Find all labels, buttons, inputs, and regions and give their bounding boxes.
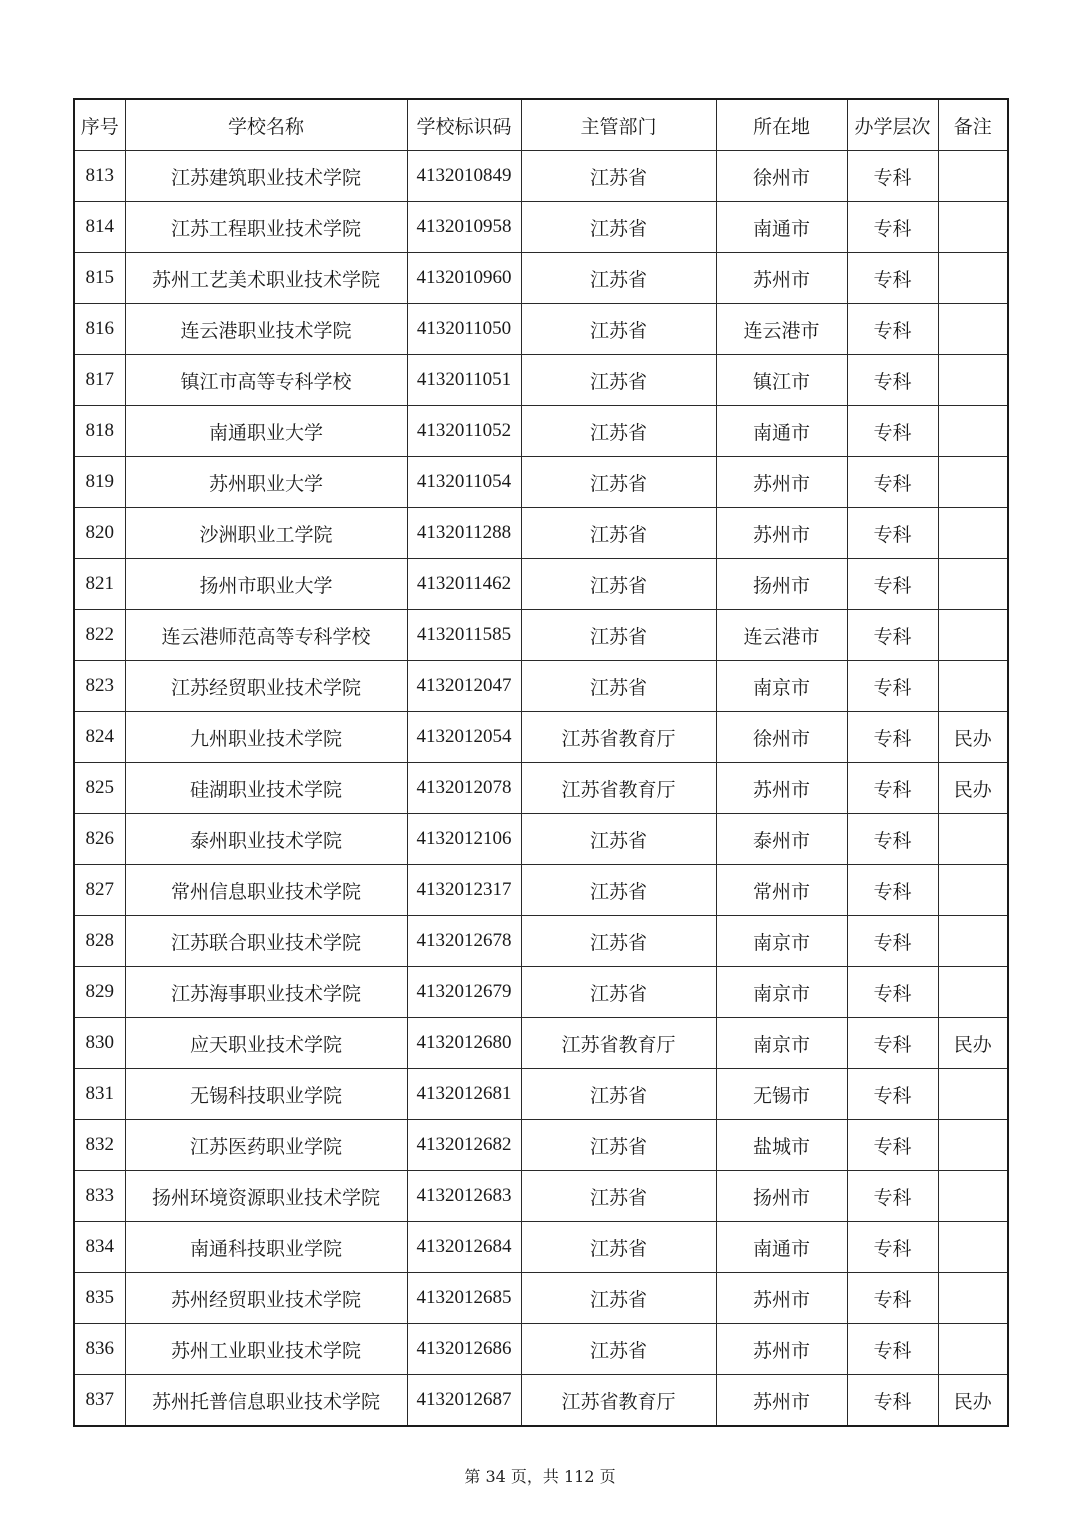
cell-school-name: 苏州托普信息职业技术学院 xyxy=(125,1375,407,1427)
cell-level: 专科 xyxy=(847,151,938,202)
cell-department: 江苏省 xyxy=(521,1273,716,1324)
header-index: 序号 xyxy=(74,99,125,151)
table-row xyxy=(74,355,1008,406)
cell-index: 817 xyxy=(74,355,125,406)
cell-index: 821 xyxy=(74,559,125,610)
header-remark: 备注 xyxy=(938,99,1008,151)
cell-index: 824 xyxy=(74,712,125,763)
cell-level: 专科 xyxy=(847,1069,938,1120)
cell-school-name: 江苏联合职业技术学院 xyxy=(125,916,407,967)
cell-school-code: 4132011052 xyxy=(407,406,521,457)
cell-school-code: 4132012678 xyxy=(407,916,521,967)
cell-index: 813 xyxy=(74,151,125,202)
cell-department: 江苏省 xyxy=(521,865,716,916)
cell-department: 江苏省 xyxy=(521,1222,716,1273)
cell-location: 常州市 xyxy=(716,865,847,916)
cell-index: 820 xyxy=(74,508,125,559)
cell-location: 南通市 xyxy=(716,202,847,253)
cell-school-name: 泰州职业技术学院 xyxy=(125,814,407,865)
table-row xyxy=(74,457,1008,508)
table-row xyxy=(74,559,1008,610)
cell-school-name: 苏州工艺美术职业技术学院 xyxy=(125,253,407,304)
cell-school-code: 4132011462 xyxy=(407,559,521,610)
cell-school-name: 硅湖职业技术学院 xyxy=(125,763,407,814)
cell-level: 专科 xyxy=(847,916,938,967)
cell-index: 816 xyxy=(74,304,125,355)
cell-location: 苏州市 xyxy=(716,253,847,304)
cell-location: 南京市 xyxy=(716,1018,847,1069)
header-level: 办学层次 xyxy=(847,99,938,151)
table-row xyxy=(74,916,1008,967)
cell-department: 江苏省 xyxy=(521,559,716,610)
cell-index: 833 xyxy=(74,1171,125,1222)
table-row xyxy=(74,508,1008,559)
cell-location: 徐州市 xyxy=(716,151,847,202)
cell-school-code: 4132012317 xyxy=(407,865,521,916)
table-row xyxy=(74,253,1008,304)
table-row xyxy=(74,1069,1008,1120)
cell-location: 徐州市 xyxy=(716,712,847,763)
cell-remark xyxy=(938,1171,1008,1222)
cell-department: 江苏省 xyxy=(521,355,716,406)
cell-remark xyxy=(938,1069,1008,1120)
cell-level: 专科 xyxy=(847,457,938,508)
cell-location: 南通市 xyxy=(716,1222,847,1273)
cell-department: 江苏省 xyxy=(521,151,716,202)
cell-department: 江苏省教育厅 xyxy=(521,1375,716,1427)
cell-school-name: 连云港师范高等专科学校 xyxy=(125,610,407,661)
cell-school-name: 沙洲职业工学院 xyxy=(125,508,407,559)
header-school-name: 学校名称 xyxy=(125,99,407,151)
cell-level: 专科 xyxy=(847,1375,938,1427)
cell-index: 830 xyxy=(74,1018,125,1069)
cell-index: 819 xyxy=(74,457,125,508)
cell-remark xyxy=(938,661,1008,712)
cell-remark: 民办 xyxy=(938,1375,1008,1427)
cell-school-name: 江苏工程职业技术学院 xyxy=(125,202,407,253)
cell-level: 专科 xyxy=(847,763,938,814)
cell-department: 江苏省 xyxy=(521,457,716,508)
cell-location: 扬州市 xyxy=(716,559,847,610)
cell-school-name: 苏州工业职业技术学院 xyxy=(125,1324,407,1375)
cell-school-name: 无锡科技职业学院 xyxy=(125,1069,407,1120)
cell-school-code: 4132012047 xyxy=(407,661,521,712)
cell-location: 苏州市 xyxy=(716,457,847,508)
table-row xyxy=(74,967,1008,1018)
cell-department: 江苏省 xyxy=(521,304,716,355)
cell-level: 专科 xyxy=(847,1222,938,1273)
table-row xyxy=(74,1018,1008,1069)
cell-school-code: 4132010958 xyxy=(407,202,521,253)
table-row xyxy=(74,1120,1008,1171)
cell-school-code: 4132012687 xyxy=(407,1375,521,1427)
cell-remark xyxy=(938,457,1008,508)
cell-level: 专科 xyxy=(847,1324,938,1375)
cell-department: 江苏省 xyxy=(521,814,716,865)
cell-level: 专科 xyxy=(847,814,938,865)
cell-remark xyxy=(938,355,1008,406)
cell-school-code: 4132012684 xyxy=(407,1222,521,1273)
cell-index: 831 xyxy=(74,1069,125,1120)
table-row xyxy=(74,406,1008,457)
cell-index: 827 xyxy=(74,865,125,916)
cell-level: 专科 xyxy=(847,406,938,457)
cell-remark xyxy=(938,1273,1008,1324)
table-row xyxy=(74,151,1008,202)
cell-school-code: 4132010960 xyxy=(407,253,521,304)
cell-remark xyxy=(938,1222,1008,1273)
cell-school-name: 江苏建筑职业技术学院 xyxy=(125,151,407,202)
cell-index: 822 xyxy=(74,610,125,661)
cell-location: 泰州市 xyxy=(716,814,847,865)
cell-remark xyxy=(938,865,1008,916)
cell-school-name: 江苏医药职业学院 xyxy=(125,1120,407,1171)
header-school-code: 学校标识码 xyxy=(407,99,521,151)
cell-department: 江苏省教育厅 xyxy=(521,712,716,763)
cell-school-code: 4132012679 xyxy=(407,967,521,1018)
cell-remark: 民办 xyxy=(938,712,1008,763)
table-row xyxy=(74,610,1008,661)
cell-school-name: 江苏海事职业技术学院 xyxy=(125,967,407,1018)
cell-department: 江苏省 xyxy=(521,508,716,559)
cell-school-name: 常州信息职业技术学院 xyxy=(125,865,407,916)
cell-index: 837 xyxy=(74,1375,125,1427)
header-location: 所在地 xyxy=(716,99,847,151)
cell-school-code: 4132011051 xyxy=(407,355,521,406)
cell-location: 南京市 xyxy=(716,661,847,712)
cell-level: 专科 xyxy=(847,559,938,610)
cell-index: 828 xyxy=(74,916,125,967)
cell-school-name: 扬州环境资源职业技术学院 xyxy=(125,1171,407,1222)
cell-school-code: 4132012683 xyxy=(407,1171,521,1222)
cell-school-name: 九州职业技术学院 xyxy=(125,712,407,763)
cell-location: 南京市 xyxy=(716,967,847,1018)
cell-level: 专科 xyxy=(847,1171,938,1222)
cell-location: 苏州市 xyxy=(716,1273,847,1324)
cell-department: 江苏省 xyxy=(521,1120,716,1171)
table-row xyxy=(74,1324,1008,1375)
cell-school-code: 4132010849 xyxy=(407,151,521,202)
table-row xyxy=(74,202,1008,253)
table-row xyxy=(74,865,1008,916)
cell-index: 826 xyxy=(74,814,125,865)
cell-remark xyxy=(938,406,1008,457)
table-row xyxy=(74,712,1008,763)
cell-school-code: 4132012106 xyxy=(407,814,521,865)
cell-remark xyxy=(938,151,1008,202)
cell-level: 专科 xyxy=(847,202,938,253)
cell-location: 镇江市 xyxy=(716,355,847,406)
table-row xyxy=(74,1273,1008,1324)
cell-remark xyxy=(938,916,1008,967)
table-row xyxy=(74,1375,1008,1427)
school-list-table xyxy=(73,98,1009,1427)
cell-school-code: 4132012680 xyxy=(407,1018,521,1069)
cell-location: 南京市 xyxy=(716,916,847,967)
cell-level: 专科 xyxy=(847,1018,938,1069)
table-row xyxy=(74,1171,1008,1222)
cell-school-code: 4132012686 xyxy=(407,1324,521,1375)
cell-level: 专科 xyxy=(847,865,938,916)
cell-department: 江苏省 xyxy=(521,610,716,661)
cell-department: 江苏省 xyxy=(521,1324,716,1375)
cell-remark xyxy=(938,559,1008,610)
cell-department: 江苏省 xyxy=(521,1171,716,1222)
cell-location: 扬州市 xyxy=(716,1171,847,1222)
cell-department: 江苏省 xyxy=(521,1069,716,1120)
cell-index: 835 xyxy=(74,1273,125,1324)
cell-remark xyxy=(938,202,1008,253)
header-department: 主管部门 xyxy=(521,99,716,151)
cell-school-name: 镇江市高等专科学校 xyxy=(125,355,407,406)
cell-remark xyxy=(938,1324,1008,1375)
cell-school-name: 连云港职业技术学院 xyxy=(125,304,407,355)
cell-school-code: 4132011054 xyxy=(407,457,521,508)
cell-remark xyxy=(938,253,1008,304)
cell-level: 专科 xyxy=(847,253,938,304)
table-row xyxy=(74,304,1008,355)
cell-department: 江苏省 xyxy=(521,253,716,304)
cell-school-code: 4132012078 xyxy=(407,763,521,814)
cell-location: 连云港市 xyxy=(716,304,847,355)
cell-location: 苏州市 xyxy=(716,1375,847,1427)
cell-location: 盐城市 xyxy=(716,1120,847,1171)
cell-department: 江苏省教育厅 xyxy=(521,763,716,814)
table-body xyxy=(74,151,1008,1427)
cell-school-name: 南通职业大学 xyxy=(125,406,407,457)
cell-remark xyxy=(938,304,1008,355)
cell-level: 专科 xyxy=(847,355,938,406)
cell-school-code: 4132011050 xyxy=(407,304,521,355)
cell-remark: 民办 xyxy=(938,1018,1008,1069)
cell-index: 825 xyxy=(74,763,125,814)
cell-remark xyxy=(938,967,1008,1018)
cell-level: 专科 xyxy=(847,1273,938,1324)
cell-school-code: 4132012685 xyxy=(407,1273,521,1324)
cell-location: 无锡市 xyxy=(716,1069,847,1120)
cell-index: 818 xyxy=(74,406,125,457)
cell-index: 823 xyxy=(74,661,125,712)
cell-school-name: 苏州经贸职业技术学院 xyxy=(125,1273,407,1324)
cell-level: 专科 xyxy=(847,712,938,763)
cell-level: 专科 xyxy=(847,967,938,1018)
cell-index: 834 xyxy=(74,1222,125,1273)
cell-school-code: 4132011288 xyxy=(407,508,521,559)
cell-department: 江苏省 xyxy=(521,406,716,457)
cell-level: 专科 xyxy=(847,661,938,712)
cell-remark xyxy=(938,610,1008,661)
cell-index: 814 xyxy=(74,202,125,253)
cell-location: 苏州市 xyxy=(716,1324,847,1375)
table-row xyxy=(74,763,1008,814)
cell-index: 829 xyxy=(74,967,125,1018)
cell-department: 江苏省 xyxy=(521,967,716,1018)
cell-remark xyxy=(938,508,1008,559)
cell-level: 专科 xyxy=(847,1120,938,1171)
cell-department: 江苏省 xyxy=(521,916,716,967)
table-row xyxy=(74,814,1008,865)
school-list-table-container xyxy=(73,98,1007,1427)
cell-school-name: 应天职业技术学院 xyxy=(125,1018,407,1069)
cell-school-code: 4132012681 xyxy=(407,1069,521,1120)
cell-school-code: 4132012054 xyxy=(407,712,521,763)
cell-location: 苏州市 xyxy=(716,508,847,559)
cell-school-name: 江苏经贸职业技术学院 xyxy=(125,661,407,712)
cell-department: 江苏省 xyxy=(521,202,716,253)
cell-school-name: 南通科技职业学院 xyxy=(125,1222,407,1273)
cell-school-code: 4132011585 xyxy=(407,610,521,661)
cell-remark xyxy=(938,1120,1008,1171)
table-row xyxy=(74,661,1008,712)
cell-school-name: 扬州市职业大学 xyxy=(125,559,407,610)
cell-location: 苏州市 xyxy=(716,763,847,814)
cell-index: 815 xyxy=(74,253,125,304)
cell-index: 832 xyxy=(74,1120,125,1171)
cell-location: 南通市 xyxy=(716,406,847,457)
cell-level: 专科 xyxy=(847,610,938,661)
table-row xyxy=(74,1222,1008,1273)
cell-school-code: 4132012682 xyxy=(407,1120,521,1171)
cell-remark: 民办 xyxy=(938,763,1008,814)
cell-location: 连云港市 xyxy=(716,610,847,661)
cell-remark xyxy=(938,814,1008,865)
cell-level: 专科 xyxy=(847,508,938,559)
table-header-row xyxy=(74,99,1008,151)
cell-department: 江苏省 xyxy=(521,661,716,712)
cell-index: 836 xyxy=(74,1324,125,1375)
cell-department: 江苏省教育厅 xyxy=(521,1018,716,1069)
cell-level: 专科 xyxy=(847,304,938,355)
page-number-footer: 第 34 页，共 112 页 xyxy=(464,1467,616,1486)
cell-school-name: 苏州职业大学 xyxy=(125,457,407,508)
